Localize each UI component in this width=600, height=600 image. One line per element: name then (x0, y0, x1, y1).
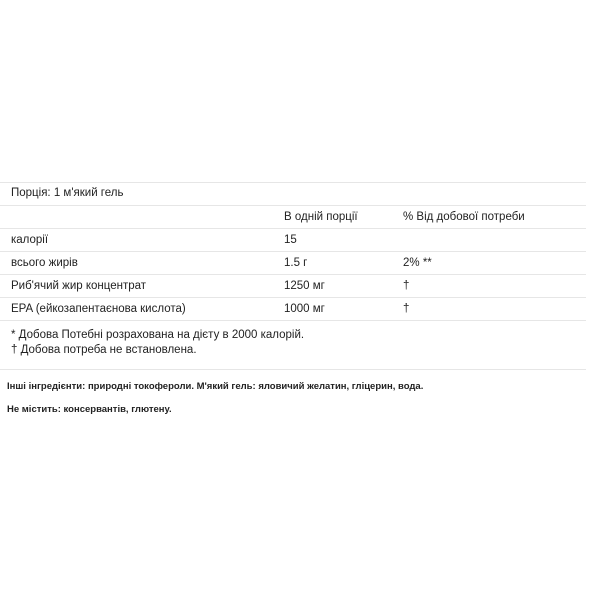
nutrient-name: Риб'ячий жир концентрат (11, 280, 147, 292)
nutrient-row-calories (0, 229, 586, 252)
serving-size: Порція: 1 м'який гель (11, 187, 124, 199)
other-ingredients: Інші інгредієнти: природні токофероли. М'який гель: яловичий желатин, гліцерин, вода. (7, 381, 424, 392)
nutrient-daily-value: † (403, 280, 410, 292)
nutrient-amount: 15 (284, 234, 297, 246)
footnotes (0, 321, 586, 358)
nutrient-amount: 1250 мг (284, 280, 325, 292)
nutrient-name: всього жирів (11, 257, 78, 269)
free-from-statement: Не містить: консервантів, глютену. (7, 404, 172, 415)
nutrient-amount: 1.5 г (284, 257, 308, 269)
nutrient-daily-value: 2% ** (403, 257, 432, 269)
daily-value-header: % Від добової потреби (403, 211, 525, 223)
per-serving-header: В одній порції (284, 211, 358, 223)
section-divider (0, 369, 586, 370)
footnote-daily-value: * Добова Потебні розрахована на дієту в 2000 калорій. (11, 329, 305, 341)
supplement-facts-panel (0, 182, 586, 358)
nutrient-row-total-fat (0, 252, 586, 275)
nutrient-name: калорії (11, 234, 49, 246)
nutrient-daily-value: † (403, 303, 410, 315)
nutrient-amount: 1000 мг (284, 303, 325, 315)
header-row (0, 206, 586, 229)
serving-size-row (0, 182, 586, 206)
nutrient-name: EPA (ейкозапентаєнова кислота) (11, 303, 186, 315)
nutrient-row-epa (0, 298, 586, 321)
nutrient-row-fish-oil (0, 275, 586, 298)
footnote-not-established: † Добова потреба не встановлена. (11, 344, 197, 356)
